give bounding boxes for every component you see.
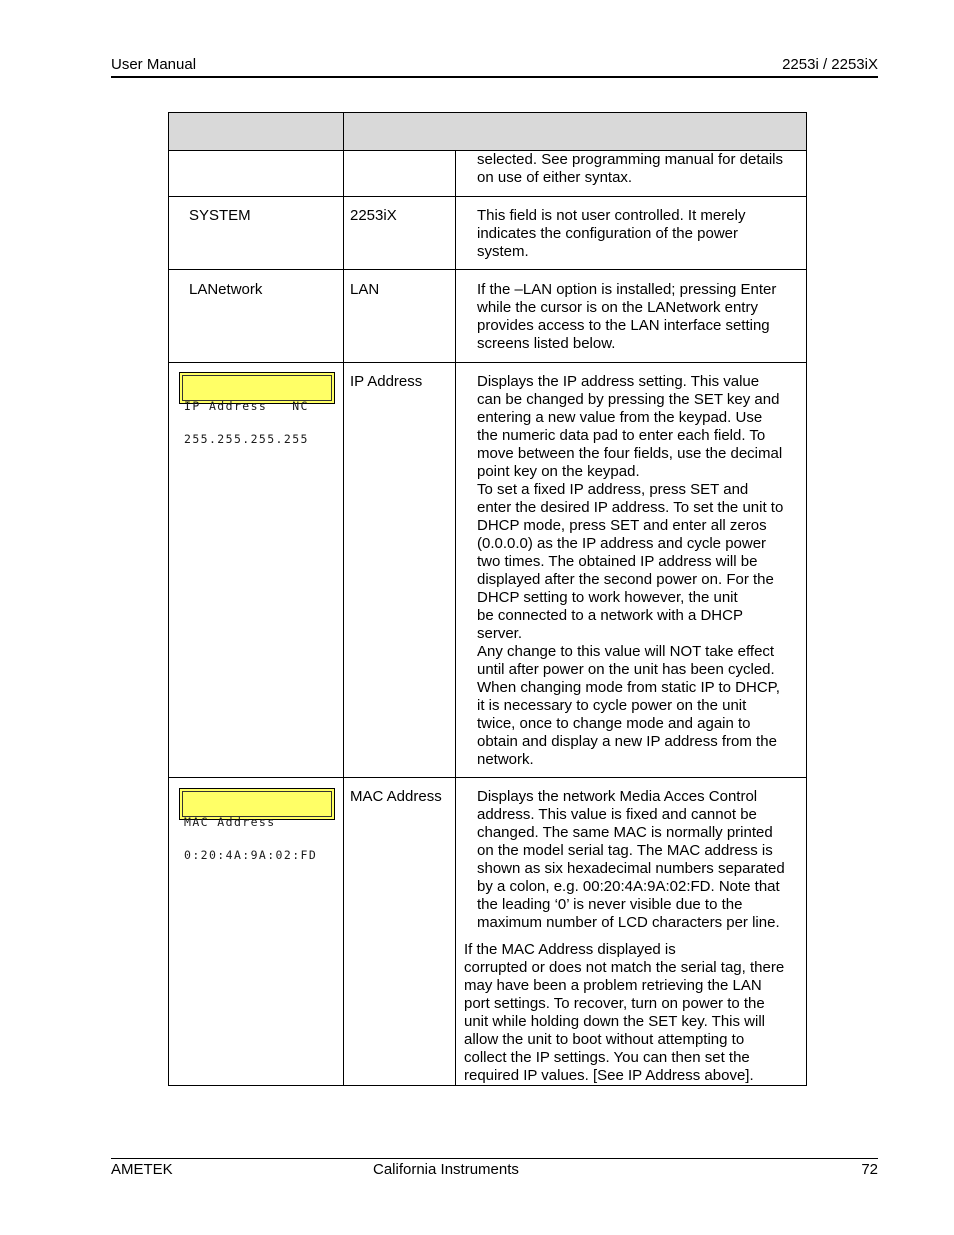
lcd-line-1: IP Address NC: [184, 399, 309, 413]
description-cell: If the –LAN option is installed; pressing Enter while the cursor is on the LANetwork entry provides access to the LAN interface setting screens listed below.: [477, 281, 777, 352]
mac-note-paragraph: If the MAC Address displayed is corrupted or does not match the serial tag, there may have been a problem retrieving the LAN port settings. To recover, turn on power to the unit while holding down the SET key. This will allow the unit to boot without attempting to collect the IP settings. You can then set the required IP values. [See IP Address above].: [464, 941, 785, 1084]
description-cell: selected. See programming manual for details on use of either syntax.: [477, 151, 783, 186]
settings-table: [168, 112, 807, 1086]
field-name-system: SYSTEM: [189, 207, 251, 224]
table-header-row: [168, 112, 807, 150]
field-name-lanetwork: LANetwork: [189, 281, 263, 298]
row-divider: [168, 196, 807, 197]
row-divider: [168, 777, 807, 778]
lcd-line-2: 255.255.255.255: [184, 432, 309, 446]
footer-division: California Instruments: [373, 1161, 519, 1178]
table-border-bottom: [168, 1085, 807, 1086]
description-cell: This field is not user controlled. It merely indicates the configuration of the power system.: [477, 207, 746, 260]
header-title: User Manual: [111, 56, 197, 73]
header-model: 2253i / 2253iX: [782, 56, 878, 73]
row-divider: [168, 269, 807, 270]
lcd-line-2: 0:20:4A:9A:02:FD: [184, 848, 318, 862]
field-value-lan: LAN: [350, 281, 380, 298]
lcd-mac-address-display: [179, 788, 335, 862]
footer-company: AMETEK: [111, 1161, 173, 1178]
field-value-system: 2253iX: [350, 207, 397, 224]
table-border-left: [168, 112, 169, 1086]
table-border-right: [806, 112, 807, 1086]
column-divider: [343, 112, 344, 1086]
footer-rule: [111, 1158, 878, 1159]
lcd-ip-address-display: [179, 372, 335, 446]
column-divider: [455, 150, 456, 1086]
header-rule: [111, 76, 878, 78]
row-divider: [168, 362, 807, 363]
lcd-line-1: MAC Address: [184, 815, 276, 829]
description-cell: Displays the IP address setting. This value can be changed by pressing the SET key and entering a new value from the keypad. Use the numeric data pad to enter each field. To move between the four fields, use the decimal point key on the keypad. To set a fixed IP address, press SET and enter the desired IP address. To set the unit to DHCP mode, press SET and enter all zeros (0.0.0.0) as the IP address and cycle power two times. The obtained IP address will be displayed after the second power on. For the DHCP setting to work however, the unit be connected to a network with a DHCP server. Any change to this value will NOT take effect until after power on the unit has been cycled. When changing mode from static IP to DHCP, it is necessary to cycle power on the unit twice, once to change mode and again to obtain and display a new IP address from the network.: [477, 373, 784, 768]
table-border-top: [168, 112, 807, 113]
description-cell: Displays the network Media Acces Control address. This value is fixed and cannot be changed. The same MAC is normally printed on the model serial tag. The MAC address is shown as six hexadecimal numbers separated by a colon, e.g. 00:20:4A:9A:02:FD. Note that the leading ‘0’ is never visible due to the maximum number of LCD characters per line.: [477, 788, 785, 931]
field-value-ip-address: IP Address: [350, 373, 423, 390]
field-value-mac-address: MAC Address: [350, 788, 442, 805]
page-number: 72: [861, 1161, 878, 1178]
